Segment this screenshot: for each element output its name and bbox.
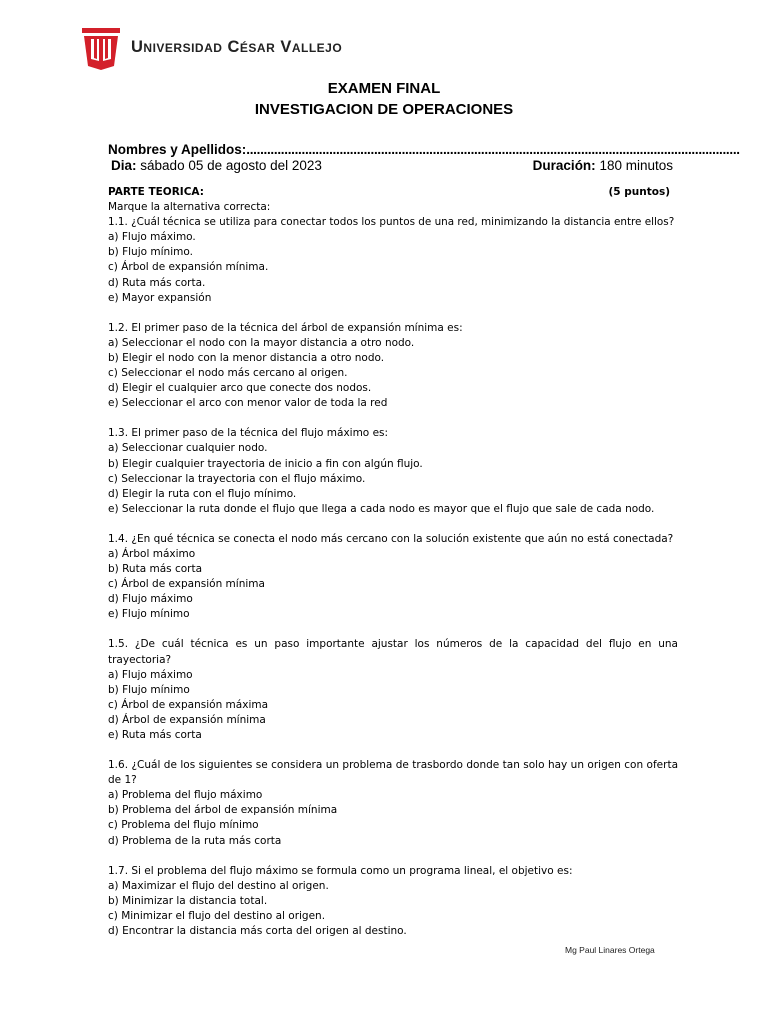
option: e) Mayor expansión xyxy=(108,291,212,304)
option: c) Problema del flujo mínimo xyxy=(108,819,259,832)
option: c) Seleccionar la trayectoria con el flujo máximo. xyxy=(108,472,366,485)
option: a) Flujo máximo. xyxy=(108,231,196,244)
duration-value: 180 minutos xyxy=(599,158,673,173)
option: e) Flujo mínimo xyxy=(108,608,190,621)
option: d) Elegir la ruta con el flujo mínimo. xyxy=(108,487,297,500)
question-prompt: 1.2. El primer paso de la técnica del árbol de expansión mínima es: xyxy=(108,321,463,334)
option: c) Árbol de expansión mínima. xyxy=(108,261,269,274)
option: c) Minimizar el flujo del destino al origen. xyxy=(108,909,326,922)
instruction: Marque la alternativa correcta: xyxy=(108,201,271,214)
duration-label: Duración: xyxy=(532,158,596,173)
option: c) Árbol de expansión máxima xyxy=(108,698,269,711)
option: d) Ruta más corta. xyxy=(108,276,206,289)
option: a) Flujo máximo xyxy=(108,668,193,681)
option: b) Elegir cualquier trayectoria de inicio a fin con algún flujo. xyxy=(108,457,423,470)
name-label: Nombres y Apellidos: xyxy=(108,142,247,157)
option: c) Seleccionar el nodo más cercano al origen. xyxy=(108,367,348,380)
section-header xyxy=(108,185,678,200)
footer-author: Mg Paul Linares Ortega xyxy=(565,945,655,955)
option: d) Elegir el cualquier arco que conecte dos nodos. xyxy=(108,382,372,395)
option: b) Problema del árbol de expansión mínima xyxy=(108,804,338,817)
ucv-shield-icon xyxy=(80,26,122,70)
question-prompt: 1.5. ¿De cuál técnica es un paso importante ajustar los números de la capacidad del flujo en una trayectoria? xyxy=(108,638,678,666)
question xyxy=(108,532,678,623)
question xyxy=(108,758,678,849)
name-line xyxy=(108,142,740,157)
option: a) Árbol máximo xyxy=(108,547,196,560)
university-name: Universidad César Vallejo xyxy=(131,38,343,56)
question-prompt: 1.4. ¿En qué técnica se conecta el nodo más cercano con la solución existente que aún no está conectada? xyxy=(108,532,674,545)
option: d) Árbol de expansión mínima xyxy=(108,713,266,726)
day-value: sábado 05 de agosto del 2023 xyxy=(140,158,322,173)
option: b) Elegir el nodo con la menor distancia a otro nodo. xyxy=(108,351,385,364)
option: a) Maximizar el flujo del destino al origen. xyxy=(108,879,329,892)
option: d) Encontrar la distancia más corta del origen al destino. xyxy=(108,925,407,938)
option: b) Ruta más corta xyxy=(108,563,203,576)
question-prompt: 1.6. ¿Cuál de los siguientes se considera un problema de trasbordo donde tan solo hay un origen con oferta de 1? xyxy=(108,759,678,787)
section-points: (5 puntos) xyxy=(608,186,670,198)
exam-title: EXAMEN FINAL xyxy=(327,80,441,97)
duration xyxy=(533,158,673,173)
option: b) Flujo mínimo. xyxy=(108,246,193,259)
question xyxy=(108,637,678,743)
section-title: PARTE TEORICA: xyxy=(108,186,204,198)
exam-body xyxy=(108,185,678,939)
question xyxy=(108,215,678,306)
option: a) Seleccionar el nodo con la mayor distancia a otro nodo. xyxy=(108,336,415,349)
option: c) Árbol de expansión mínima xyxy=(108,578,265,591)
question xyxy=(108,864,678,939)
option: e) Ruta más corta xyxy=(108,729,202,741)
option: e) Seleccionar la ruta donde el flujo que llega a cada nodo es mayor que el flujo que sale de cada nodo. xyxy=(108,502,655,515)
course-title: INVESTIGACION DE OPERACIONES xyxy=(254,101,514,118)
question xyxy=(108,321,678,412)
university-logo xyxy=(80,26,343,72)
question-prompt: 1.7. Si el problema del flujo máximo se formula como un programa lineal, el objetivo es: xyxy=(108,864,573,877)
question xyxy=(108,426,678,517)
option: a) Seleccionar cualquier nodo. xyxy=(108,442,268,455)
option: e) Seleccionar el arco con menor valor de toda la red xyxy=(108,397,388,410)
question-prompt: 1.3. El primer paso de la técnica del flujo máximo es: xyxy=(108,427,389,440)
day-label: Dia: xyxy=(111,158,137,173)
option: b) Minimizar la distancia total. xyxy=(108,894,268,907)
name-blank: ............................................................................................................................................... xyxy=(246,142,740,157)
option: d) Flujo máximo xyxy=(108,593,193,606)
option: b) Flujo mínimo xyxy=(108,683,190,696)
date-duration-line xyxy=(111,158,673,173)
option: d) Problema de la ruta más corta xyxy=(108,834,282,847)
option: a) Problema del flujo máximo xyxy=(108,789,263,802)
question-prompt: 1.1. ¿Cuál técnica se utiliza para conectar todos los puntos de una red, minimizando la distancia entre ellos? xyxy=(108,216,675,229)
